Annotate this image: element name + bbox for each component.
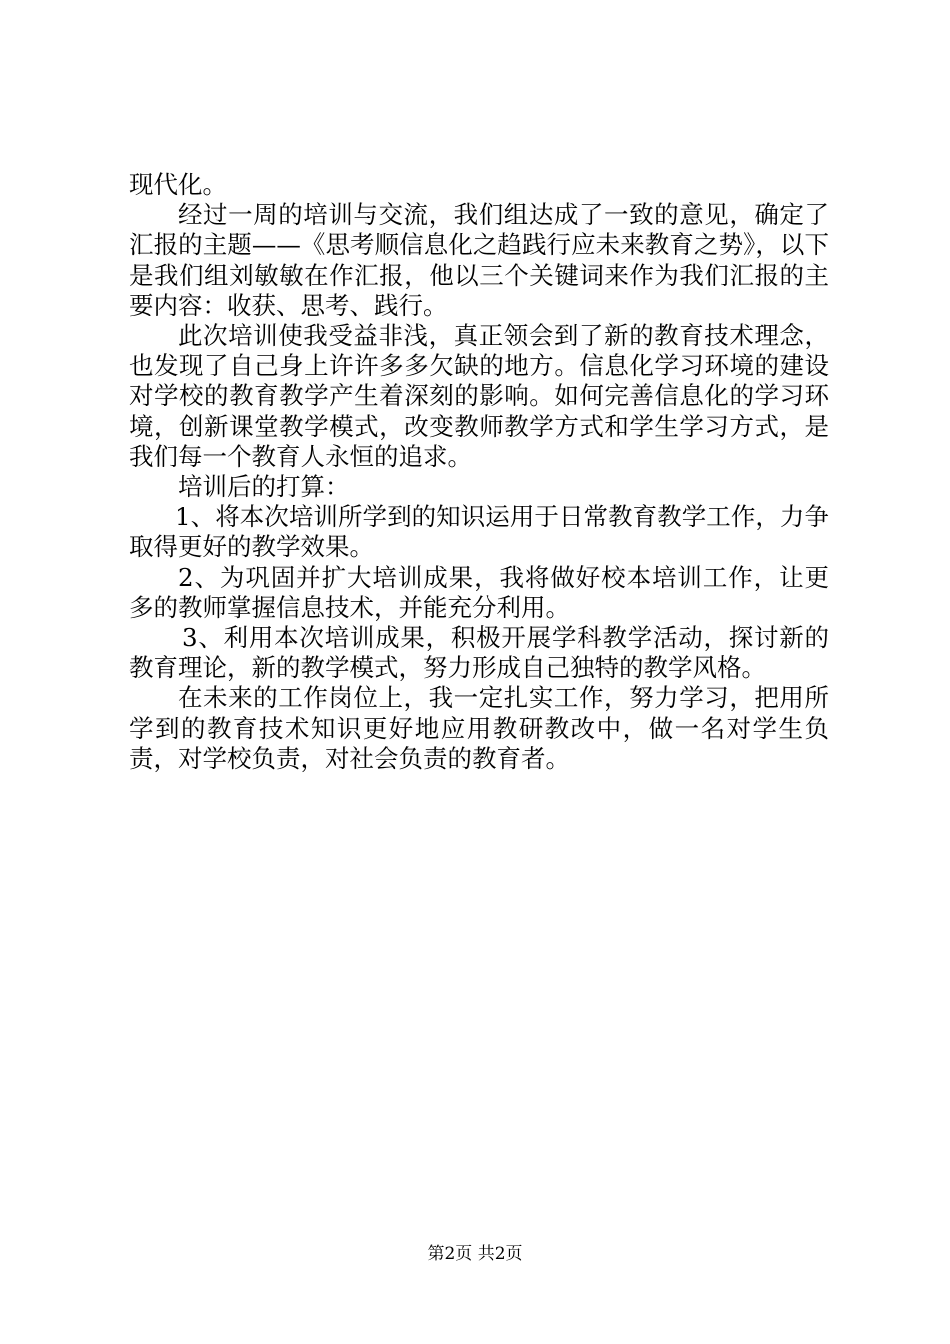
plan-item-3: 3、利用本次培训成果，积极开展学科教学活动，探讨新的教育理论，新的教学模式，努力形成自己独特的教学风格。 [129, 623, 829, 683]
paragraph-training-benefit: 此次培训使我受益非浅，真正领会到了新的教育技术理念，也发现了自己身上许许多多欠缺的地方。信息化学习环境的建设对学校的教育教学产生着深刻的影响。如何完善信息化的学习环境，创新课堂教学模式，改变教师教学方式和学生学习方式，是我们每一个教育人永恒的追求。 [129, 321, 829, 471]
plan-item-2: 2、为巩固并扩大培训成果，我将做好校本培训工作，让更多的教师掌握信息技术，并能充分利用。 [129, 562, 829, 622]
page-number-footer: 第2页 共2页 [427, 1244, 523, 1264]
paragraph-report-theme: 经过一周的培训与交流，我们组达成了一致的意见，确定了汇报的主题——《思考顺信息化之趋践行应未来教育之势》，以下是我们组刘敏敏在作汇报，他以三个关键词来作为我们汇报的主要内容：收获、思考、践行。 [129, 200, 829, 320]
paragraph-continuation: 现代化。 [129, 170, 227, 199]
paragraph-conclusion: 在未来的工作岗位上，我一定扎实工作，努力学习，把用所学到的教育技术知识更好地应用教研教改中，做一名对学生负责，对学校负责，对社会负责的教育者。 [129, 683, 829, 773]
document-body [129, 170, 829, 774]
paragraph-plan-heading: 培训后的打算： [178, 472, 350, 502]
plan-item-1: 1、将本次培训所学到的知识运用于日常教育教学工作，力争取得更好的教学效果。 [129, 502, 829, 562]
